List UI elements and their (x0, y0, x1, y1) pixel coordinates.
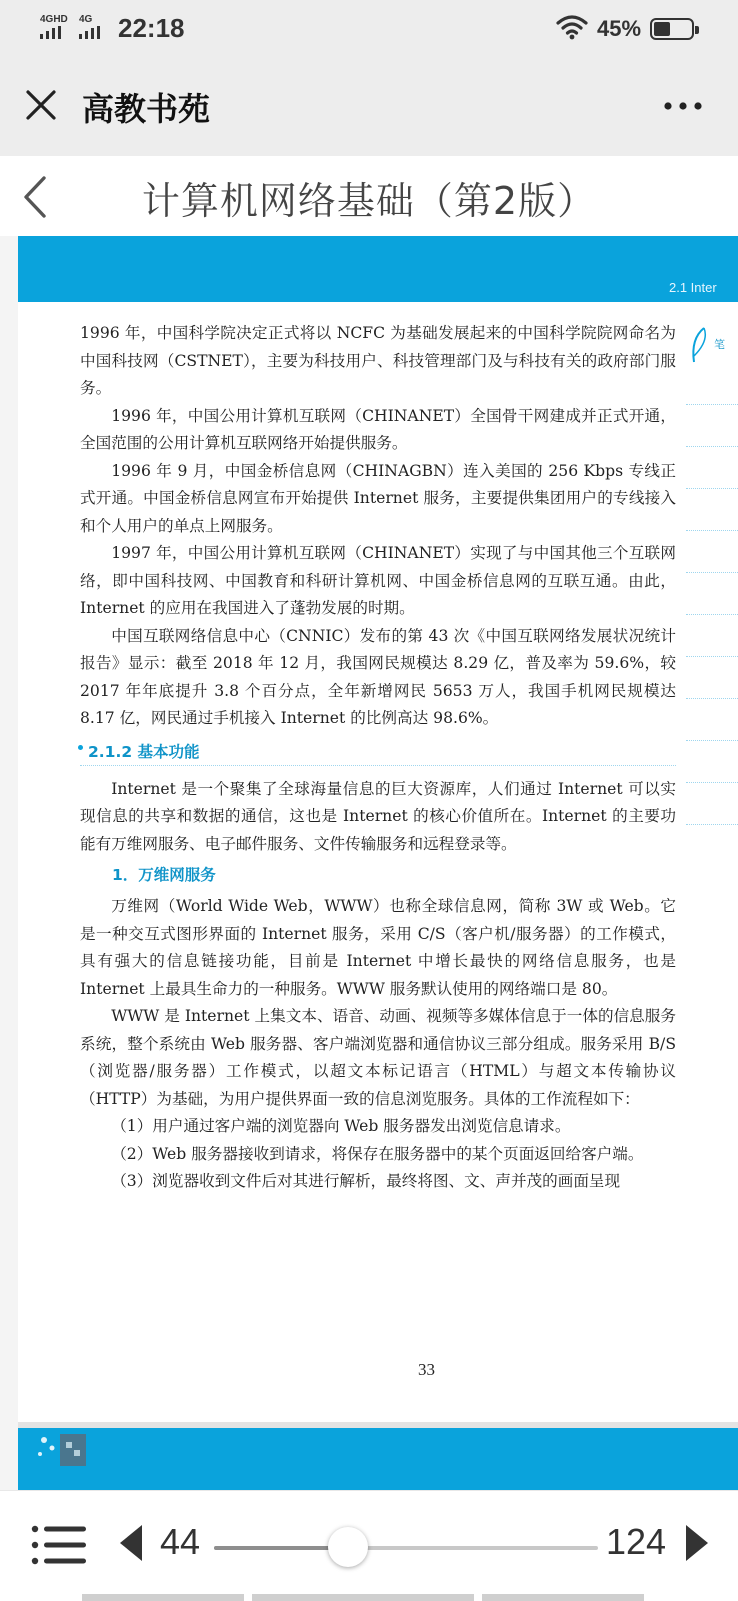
menu-list-icon (30, 1523, 88, 1567)
current-page: 44 (160, 1521, 201, 1562)
book-page (18, 236, 738, 1490)
close-icon (22, 86, 62, 126)
notes-label: 笔 (714, 338, 725, 351)
page-content (80, 320, 676, 1196)
page-slider-thumb[interactable] (328, 1527, 368, 1567)
paragraph: WWW 是 Internet 上集文本、语音、动画、视频等多媒体信息于一体的信息服务系统，整个系统由 Web 服务器、客户端浏览器和通信协议三部分组成。服务采用 B/S（浏览器/服务器）工作模式，以超文本标记语言（HTML）与超文本传输协议（HTTP）为基础，为用户提供界面一致的信息浏览服务。具体的工作流程如下： (80, 1007, 676, 1108)
section-heading (80, 739, 676, 766)
list-item: （2）Web 服务器接收到请求，将保存在服务器中的某个页面返回给客户端。 (111, 1144, 644, 1163)
section-heading-text: 2.1.2 基本功能 (88, 742, 200, 761)
signal-icon-1 (40, 26, 61, 39)
paragraph: 1996 年 9 月，中国金桥信息网（CHINAGBN）连入美国的 256 Kbps 专线正式开通。中国金桥信息网宣布开始提供 Internet 服务，主要提供集团用户的专线接入和个人用户的单点上网服务。 (80, 461, 676, 535)
book-title: 计算机网络基础（第2版） (141, 179, 597, 223)
list-item: （3）浏览器收到文件后对其进行解析，最终将图、文、声并茂的画面呈现 (111, 1172, 621, 1190)
app-title-bar (0, 58, 738, 156)
reader-toolbar (0, 1490, 738, 1601)
next-page-band (18, 1422, 738, 1490)
feather-icon (688, 326, 710, 366)
battery-icon (650, 18, 694, 40)
signal-icon-2 (79, 26, 100, 39)
more-icon (658, 88, 708, 124)
network-type-1: 4GHD (40, 14, 68, 25)
running-head: 2.1 Inter (669, 280, 717, 295)
network-type-2: 4G (79, 14, 93, 25)
status-bar (0, 0, 738, 58)
battery-level (654, 22, 670, 36)
battery-percent: 45% (597, 16, 642, 41)
page-header-band (18, 236, 738, 302)
next-page-icon (682, 1521, 712, 1565)
page-slider-track[interactable] (214, 1546, 598, 1550)
paragraph: 万维网（World Wide Web，WWW）也称全球信息网，简称 3W 或 Web。它是一种交互式图形界面的 Internet 服务，采用 C/S（客户机/服务器）的工作模式，具有强大的信息链接功能，目前是 Internet 中增长最快的网络信息服务，也是 Internet 上最具生命力的一种服务。WWW 服务默认使用的网络端口是 80。 (80, 897, 676, 998)
paragraph: 1996 年，中国公用计算机互联网（CHINANET）全国骨干网建成并正式开通，全国范围的公用计算机互联网络开始提供服务。 (80, 406, 676, 452)
more-button[interactable] (658, 88, 708, 124)
next-page-button[interactable] (682, 1521, 712, 1565)
prev-page-icon (116, 1521, 146, 1565)
decoration-icon (30, 1430, 94, 1470)
notes-margin (684, 320, 738, 840)
paragraph: Internet 是一个聚集了全球海量信息的巨大资源库，人们通过 Internet 可以实现信息的共享和数据的通信，这也是 Internet 的核心价值所在。Internet 的主要功能有万维网服务、电子邮件服务、文件传输服务和远程登录等。 (80, 779, 676, 853)
chevron-left-icon (16, 172, 56, 222)
page-number: 33 (418, 1360, 435, 1379)
book-header (0, 156, 738, 237)
paragraph: 中国互联网络信息中心（CNNIC）发布的第 43 次《中国互联网络发展状况统计报告》显示：截至 2018 年 12 月，我国网民规模达 8.29 亿，普及率为 59.6%，较 2017 年年底提升 3.8 个百分点，全年新增网民 5653 万人，我国手机网民规模达 8.17 亿，网民通过手机接入 Internet 的比例高达 98.6%。 (80, 626, 676, 727)
list-item: （1）用户通过客户端的浏览器向 Web 服务器发出浏览信息请求。 (111, 1117, 571, 1135)
subsection-heading: 1．万维网服务 (112, 866, 216, 884)
paragraph: 1997 年，中国公用计算机互联网（CHINANET）实现了与中国其他三个互联网络，即中国科技网、中国教育和科研计算机网、中国金桥信息网的互联互通。由此，Internet 的应用在我国进入了蓬勃发展的时期。 (80, 544, 676, 617)
table-of-contents-button[interactable] (30, 1523, 88, 1567)
wifi-icon (556, 14, 588, 40)
total-pages: 124 (606, 1521, 667, 1562)
previous-page-button[interactable] (116, 1521, 146, 1565)
app-title: 高教书苑 (82, 90, 211, 128)
paragraph: 1996 年，中国科学院决定正式将以 NCFC 为基础发展起来的中国科学院院网命名为中国科技网（CSTNET），主要为科技用户、科技管理部门及与科技有关的政府部门服务。 (80, 324, 676, 397)
clock: 22:18 (118, 13, 185, 43)
close-button[interactable] (22, 86, 62, 126)
reader-viewport[interactable] (0, 236, 738, 1490)
back-button[interactable] (16, 172, 56, 222)
